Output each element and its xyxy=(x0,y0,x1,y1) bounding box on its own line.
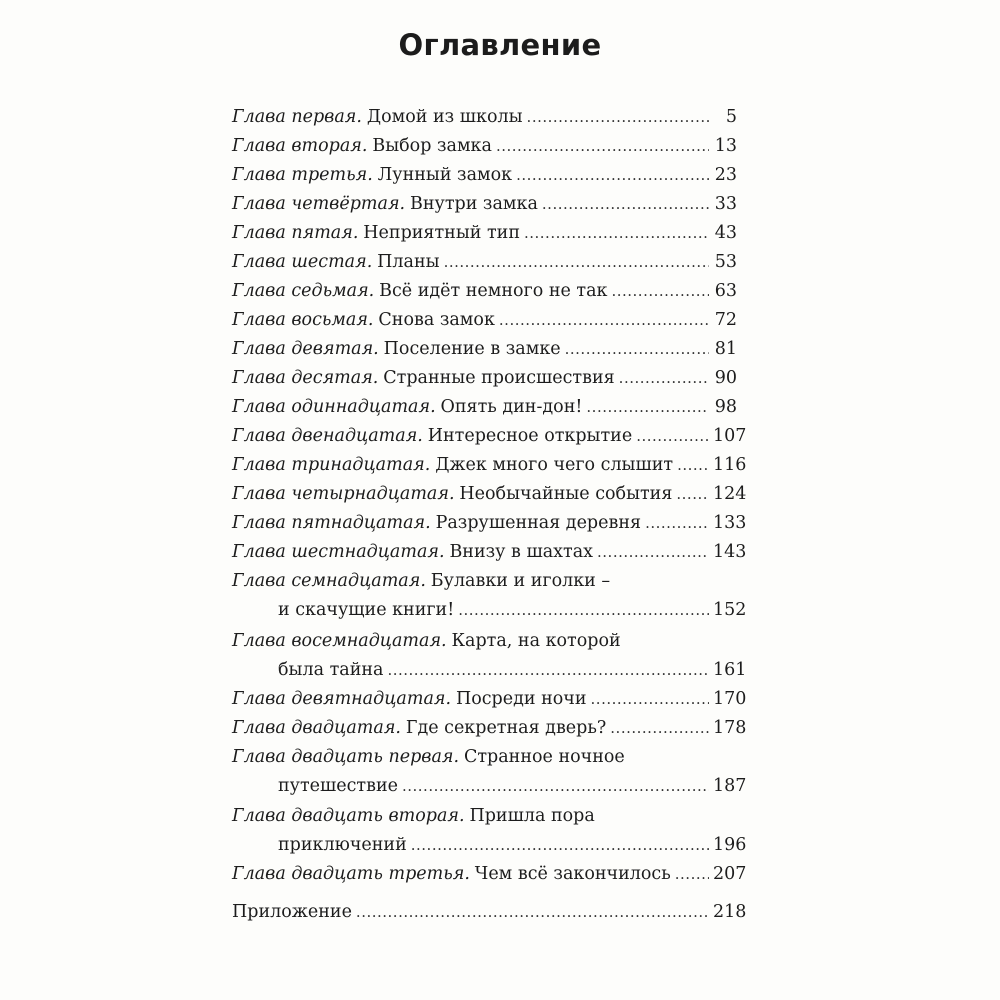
dot-leader xyxy=(444,249,709,275)
chapter-label: Глава двенадцатая. xyxy=(232,426,423,446)
dot-leader xyxy=(636,423,709,449)
chapter-label: Глава шестая. xyxy=(232,252,373,272)
chapter-title: Всё идёт немного не так xyxy=(379,281,608,301)
page-number: 43 xyxy=(714,223,737,243)
page-number: 196 xyxy=(713,835,747,855)
toc-entry xyxy=(232,803,737,829)
dot-leader xyxy=(356,899,709,925)
page-number: 72 xyxy=(714,310,737,330)
dot-leader xyxy=(527,104,709,130)
dot-leader xyxy=(591,686,709,712)
page-number: 33 xyxy=(714,194,737,214)
chapter-label: Глава двадцать вторая. xyxy=(232,806,465,826)
chapter-label: Глава четырнадцатая. xyxy=(232,484,455,504)
chapter-label: Глава семнадцатая. xyxy=(232,571,426,591)
toc-entry xyxy=(232,278,737,304)
toc-entry xyxy=(232,423,747,449)
chapter-label: Глава двадцатая. xyxy=(232,718,401,738)
toc-entry xyxy=(232,481,747,507)
page-number: 152 xyxy=(713,600,747,620)
chapter-title-continued: приключений xyxy=(278,835,407,855)
dot-leader xyxy=(411,832,709,858)
page-number: 63 xyxy=(714,281,737,301)
page-number: 5 xyxy=(725,107,737,127)
chapter-title: Где секретная дверь? xyxy=(405,718,607,738)
chapter-label: Глава восьмая. xyxy=(232,310,374,330)
dot-leader xyxy=(586,394,709,420)
page-number: 218 xyxy=(713,902,747,922)
chapter-title: Странные происшествия xyxy=(383,368,615,388)
page-number: 161 xyxy=(713,660,747,680)
page-number: 143 xyxy=(713,542,747,562)
dot-leader xyxy=(516,162,709,188)
dot-leader xyxy=(458,597,709,623)
dot-leader xyxy=(610,715,709,741)
chapter-label: Глава десятая. xyxy=(232,368,379,388)
toc-entry xyxy=(232,628,737,654)
page-number: 107 xyxy=(713,426,747,446)
toc-entry xyxy=(232,452,747,478)
dot-leader xyxy=(619,365,709,391)
page-number: 53 xyxy=(714,252,737,272)
toc-entry xyxy=(232,133,737,159)
appendix-title: Приложение xyxy=(232,902,352,922)
chapter-label: Глава двадцать третья. xyxy=(232,864,470,884)
chapter-title: Домой из школы xyxy=(366,107,523,127)
dot-leader xyxy=(611,278,709,304)
page-number: 124 xyxy=(713,484,747,504)
toc-entry xyxy=(232,336,737,362)
toc-entry xyxy=(232,744,737,770)
dot-leader xyxy=(565,336,709,362)
toc-entry xyxy=(232,249,737,275)
chapter-title: Карта, на которой xyxy=(451,631,621,651)
toc-entry xyxy=(232,715,747,741)
toc-entry xyxy=(232,568,737,594)
chapter-title: Снова замок xyxy=(378,310,495,330)
toc-entry xyxy=(232,510,747,536)
page-number: 23 xyxy=(714,165,737,185)
page-number: 170 xyxy=(713,689,747,709)
page-number: 187 xyxy=(713,776,747,796)
chapter-label: Глава первая. xyxy=(232,107,362,127)
dot-leader xyxy=(645,510,709,536)
toc-entry xyxy=(232,394,737,420)
chapter-title: Необычайные события xyxy=(459,484,673,504)
chapter-label: Глава двадцать первая. xyxy=(232,747,460,767)
page-number: 133 xyxy=(713,513,747,533)
dot-leader xyxy=(499,307,709,333)
chapter-title: Выбор замка xyxy=(372,136,492,156)
toc-entry-continuation xyxy=(232,657,747,683)
chapter-title: Планы xyxy=(377,252,440,272)
dot-leader xyxy=(402,773,709,799)
dot-leader xyxy=(675,861,709,887)
chapter-title: Опять дин-дон! xyxy=(440,397,583,417)
chapter-title: Посреди ночи xyxy=(455,689,587,709)
chapter-label: Глава тринадцатая. xyxy=(232,455,431,475)
toc-entry xyxy=(232,162,737,188)
chapter-title: Странное ночное xyxy=(463,747,625,767)
page-number: 90 xyxy=(714,368,737,388)
toc-entry-continuation xyxy=(232,832,747,858)
chapter-title: Интересное открытие xyxy=(427,426,633,446)
chapter-title-continued: и скачущие книги! xyxy=(278,600,455,620)
dot-leader xyxy=(677,452,709,478)
chapter-label: Глава третья. xyxy=(232,165,373,185)
chapter-label: Глава девятнадцатая. xyxy=(232,689,452,709)
toc-entry xyxy=(232,365,737,391)
chapter-label: Глава девятая. xyxy=(232,339,379,359)
dot-leader xyxy=(524,220,709,246)
chapter-title: Поселение в замке xyxy=(383,339,561,359)
chapter-label: Глава одиннадцатая. xyxy=(232,397,436,417)
dot-leader xyxy=(597,539,709,565)
toc-entry xyxy=(232,220,737,246)
chapter-title: Джек много чего слышит xyxy=(435,455,674,475)
chapter-label: Глава седьмая. xyxy=(232,281,375,301)
toc-entry xyxy=(232,686,747,712)
dot-leader xyxy=(542,191,709,217)
chapter-title: Чем всё закончилось xyxy=(474,864,671,884)
chapter-label: Глава вторая. xyxy=(232,136,368,156)
chapter-title: Лунный замок xyxy=(377,165,513,185)
dot-leader xyxy=(387,657,709,683)
chapter-label: Глава четвёртая. xyxy=(232,194,406,214)
chapter-title: Неприятный тип xyxy=(363,223,520,243)
toc-entry-continuation xyxy=(232,773,747,799)
page-number: 207 xyxy=(713,864,747,884)
toc-entry-continuation xyxy=(232,597,747,623)
chapter-title: Внизу в шахтах xyxy=(449,542,594,562)
chapter-title: Булавки и иголки – xyxy=(430,571,611,591)
dot-leader xyxy=(496,133,709,159)
page-number: 178 xyxy=(713,718,747,738)
chapter-label: Глава пятая. xyxy=(232,223,359,243)
page-number: 116 xyxy=(713,455,747,475)
chapter-label: Глава шестнадцатая. xyxy=(232,542,445,562)
toc-entry xyxy=(232,307,737,333)
dot-leader xyxy=(676,481,709,507)
chapter-title-continued: путешествие xyxy=(278,776,398,796)
chapter-label: Глава пятнадцатая. xyxy=(232,513,431,533)
toc-entry xyxy=(232,539,747,565)
page-number: 81 xyxy=(714,339,737,359)
toc-entry xyxy=(232,104,737,130)
chapter-title: Разрушенная деревня xyxy=(435,513,642,533)
chapter-title: Внутри замка xyxy=(410,194,538,214)
chapter-title: Пришла пора xyxy=(469,806,595,826)
chapter-label: Глава восемнадцатая. xyxy=(232,631,447,651)
page-number: 13 xyxy=(714,136,737,156)
page-number: 98 xyxy=(714,397,737,417)
chapter-title-continued: была тайна xyxy=(278,660,384,680)
toc-entry xyxy=(232,191,737,217)
page-title: Оглавление xyxy=(398,28,602,62)
toc-entry xyxy=(232,861,747,887)
toc-entry-appendix xyxy=(232,899,747,925)
